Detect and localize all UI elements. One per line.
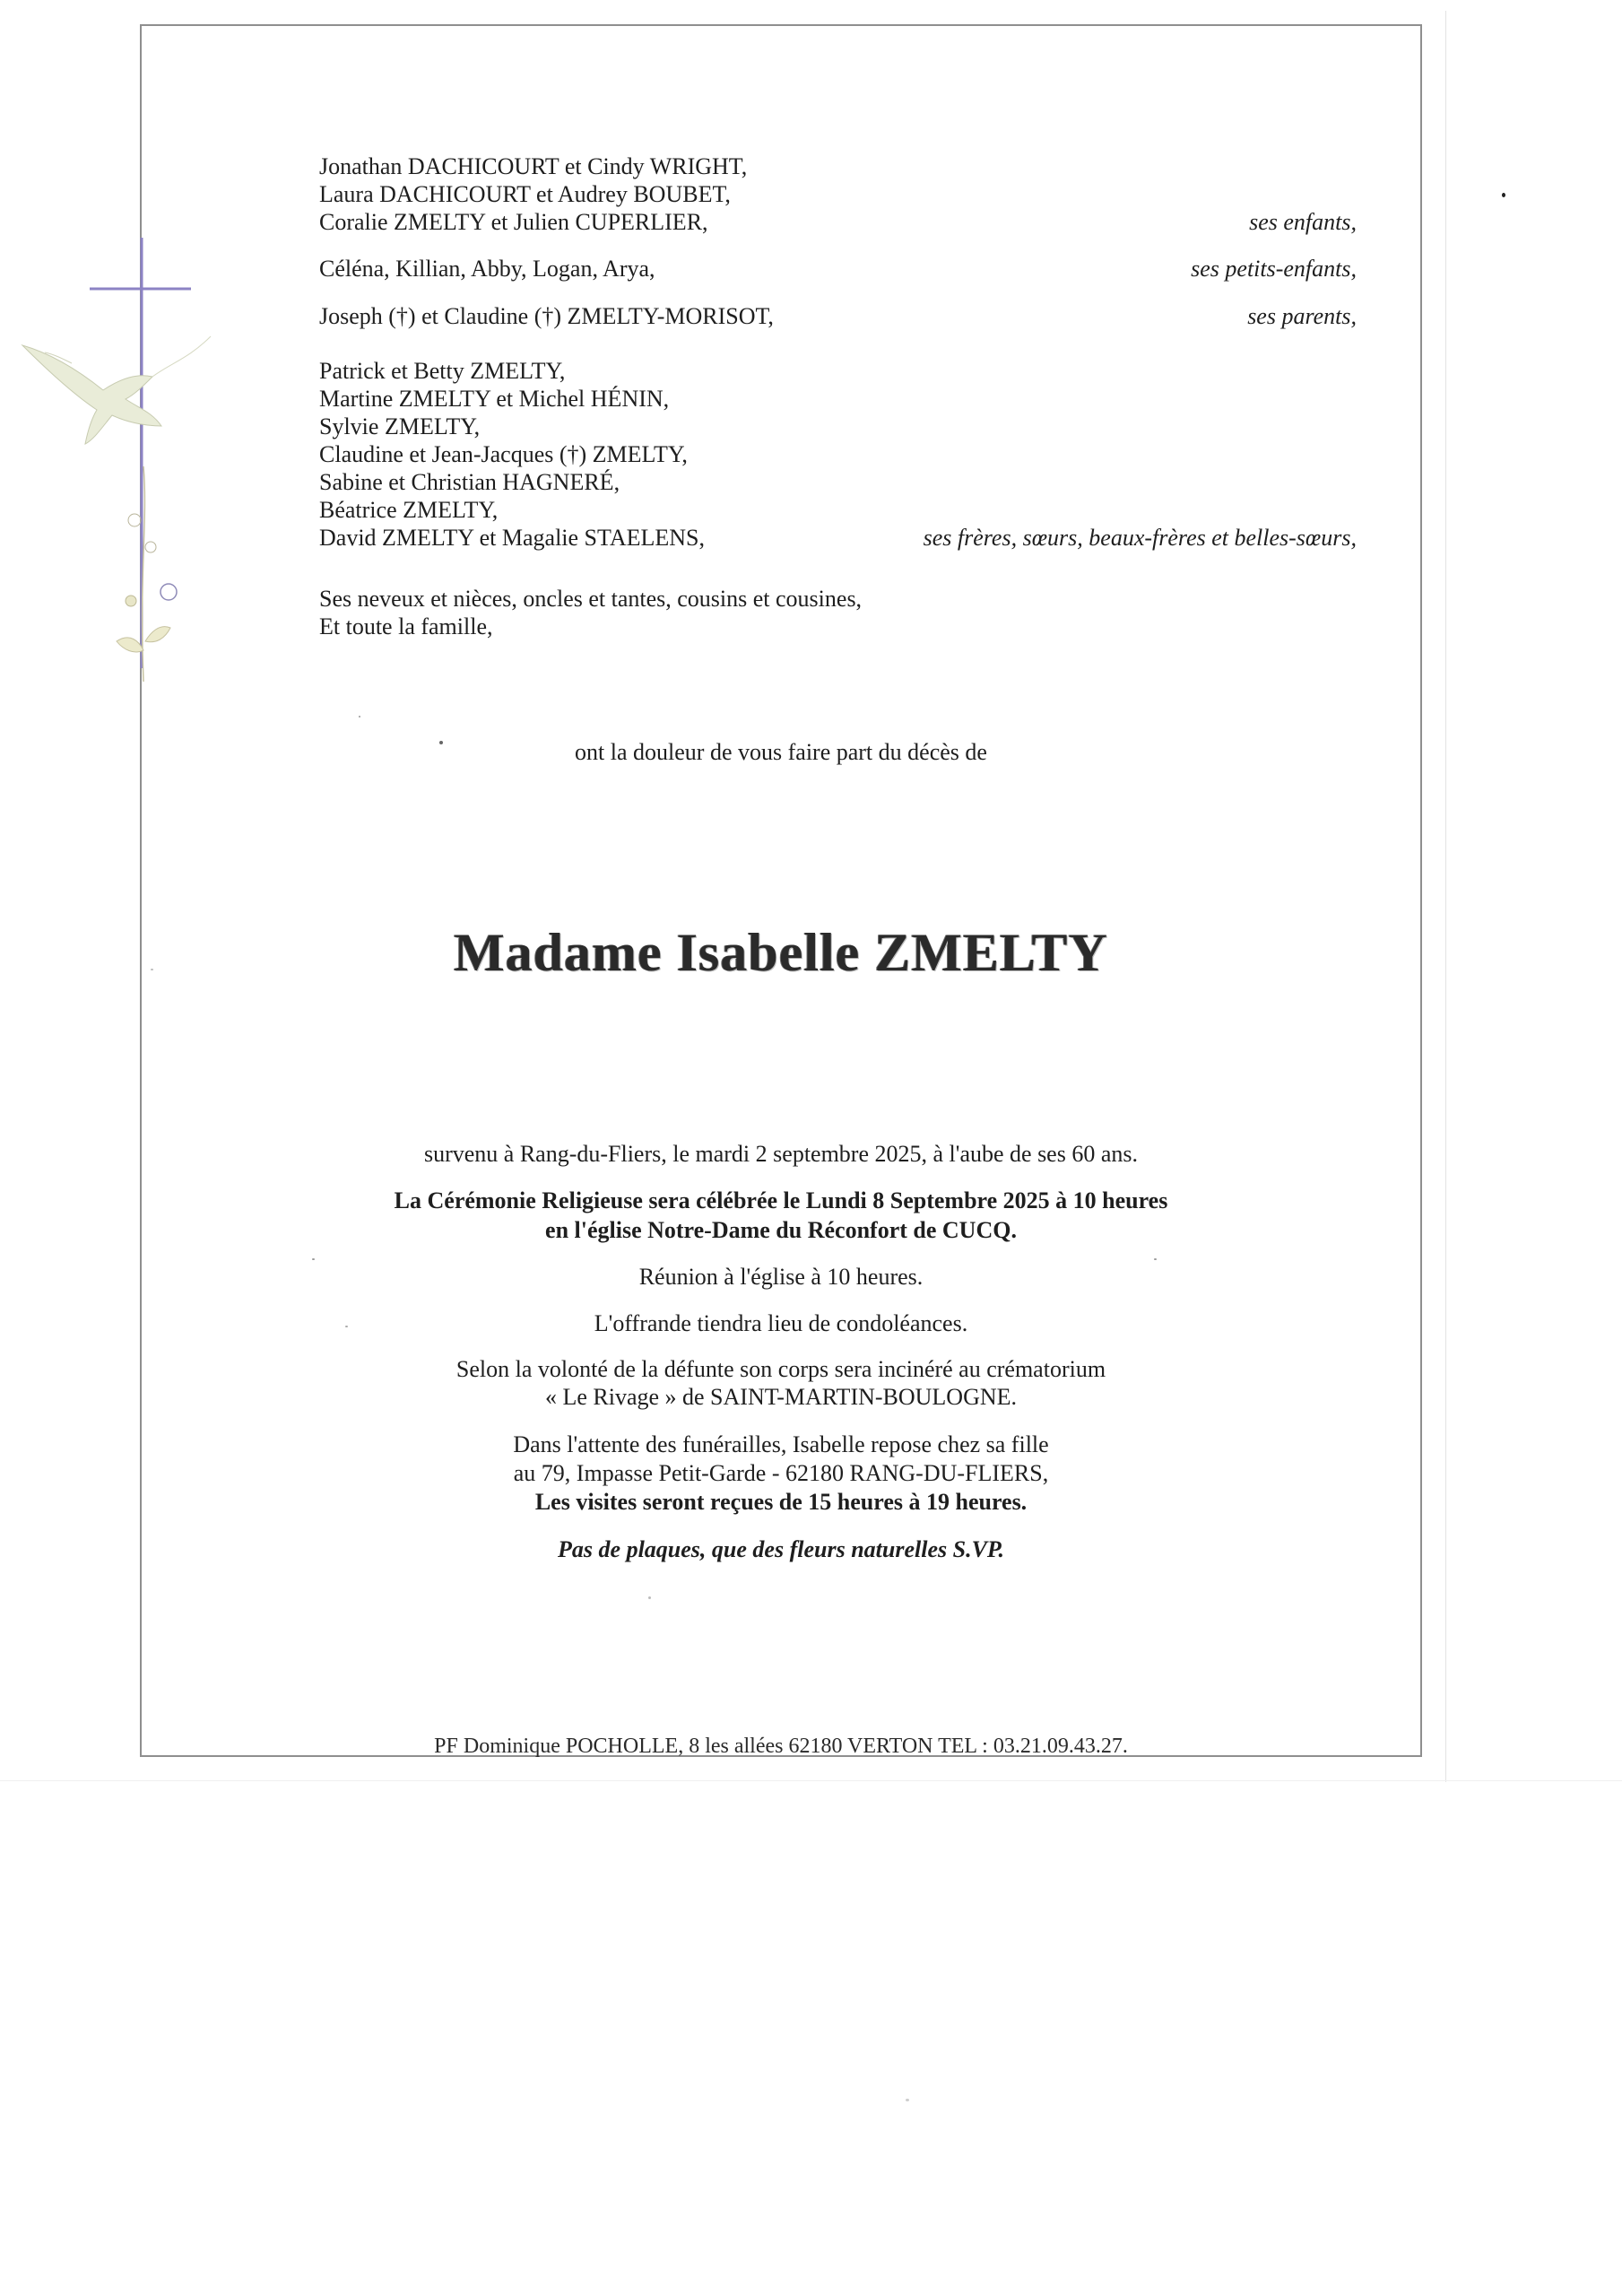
dove-icon xyxy=(18,309,233,489)
scan-speck xyxy=(345,1326,348,1327)
rest-line: Dans l'attente des funérailles, Isabelle repose chez sa fille xyxy=(513,1431,1049,1457)
sibling-name: Patrick et Betty ZMELTY, xyxy=(319,358,566,384)
rest-info xyxy=(140,1431,1422,1517)
parents-relation: ses parents, xyxy=(1247,303,1357,329)
scan-speck xyxy=(906,2099,909,2101)
other-relatives-line: Et toute la famille, xyxy=(319,613,493,639)
sibling-name: Sylvie ZMELTY, xyxy=(319,413,481,439)
grandchildren-relation: ses petits-enfants, xyxy=(1191,256,1357,282)
scan-speck xyxy=(151,969,153,970)
sibling-name: Claudine et Jean-Jacques (†) ZMELTY, xyxy=(319,441,688,467)
ceremony-line: La Cérémonie Religieuse sera célébrée le Lundi 8 Septembre 2025 à 10 heures xyxy=(394,1187,1168,1213)
siblings-relation: ses frères, sœurs, beaux-frères et belles-sœurs, xyxy=(923,525,1357,551)
cremation-line: « Le Rivage » de SAINT-MARTIN-BOULOGNE. xyxy=(544,1384,1018,1410)
children-relation: ses enfants, xyxy=(1249,209,1357,235)
funeral-home-footer: PF Dominique POCHOLLE, 8 les allées 62180 VERTON TEL : 03.21.09.43.27. xyxy=(434,1735,1128,1758)
parent-name: Joseph (†) et Claudine (†) ZMELTY-MORISOT, xyxy=(319,303,774,329)
scan-speck xyxy=(648,1596,651,1599)
grandchildren-names xyxy=(319,255,655,283)
rest-line: au 79, Impasse Petit-Garde - 62180 RANG-DU-FLIERS, xyxy=(513,1460,1049,1486)
scan-speck xyxy=(439,741,443,744)
siblings-names xyxy=(319,357,705,552)
cremation-info xyxy=(140,1355,1422,1411)
scan-speck xyxy=(312,1258,315,1260)
grandchildren-name: Céléna, Killian, Abby, Logan, Arya, xyxy=(319,256,655,282)
flowers-note: Pas de plaques, que des fleurs naturelles S.VP. xyxy=(558,1536,1004,1562)
ceremony-line: en l'église Notre-Dame du Réconfort de CUCQ. xyxy=(545,1217,1017,1243)
ceremony-info xyxy=(140,1186,1422,1245)
announcement: ont la douleur de vous faire part du décès de xyxy=(575,739,987,765)
child-name: Coralie ZMELTY et Julien CUPERLIER, xyxy=(319,209,708,235)
death-notice: survenu à Rang-du-Fliers, le mardi 2 septembre 2025, à l'aube de ses 60 ans. xyxy=(423,1141,1139,1167)
sibling-name: David ZMELTY et Magalie STAELENS, xyxy=(319,525,705,551)
scan-edge-line xyxy=(1445,11,1446,1782)
scan-speck xyxy=(1154,1258,1157,1260)
flower-decoration-icon xyxy=(99,466,197,682)
other-relatives-line: Ses neveux et nièces, oncles et tantes, cousins et cousines, xyxy=(319,586,863,612)
sibling-name: Martine ZMELTY et Michel HÉNIN, xyxy=(319,386,670,412)
other-relatives xyxy=(319,585,862,640)
parents-names xyxy=(319,302,774,330)
deceased-name: Madame Isabelle ZMELTY xyxy=(454,923,1108,982)
offering-info: L'offrande tiendra lieu de condoléances. xyxy=(594,1310,968,1336)
child-name: Laura DACHICOURT et Audrey BOUBET, xyxy=(319,181,731,207)
scan-bottom-edge xyxy=(0,1780,1622,1781)
scan-speck xyxy=(359,716,360,718)
sibling-name: Sabine et Christian HAGNERÉ, xyxy=(319,469,620,495)
cremation-line: Selon la volonté de la défunte son corps sera incinéré au crématorium xyxy=(455,1356,1106,1382)
scan-speck xyxy=(1502,193,1505,197)
child-name: Jonathan DACHICOURT et Cindy WRIGHT, xyxy=(319,153,748,179)
visits-line: Les visites seront reçues de 15 heures à 19 heures. xyxy=(534,1489,1028,1515)
children-names xyxy=(319,152,747,236)
sibling-name: Béatrice ZMELTY, xyxy=(319,497,499,523)
meeting-info: Réunion à l'église à 10 heures. xyxy=(638,1264,924,1290)
